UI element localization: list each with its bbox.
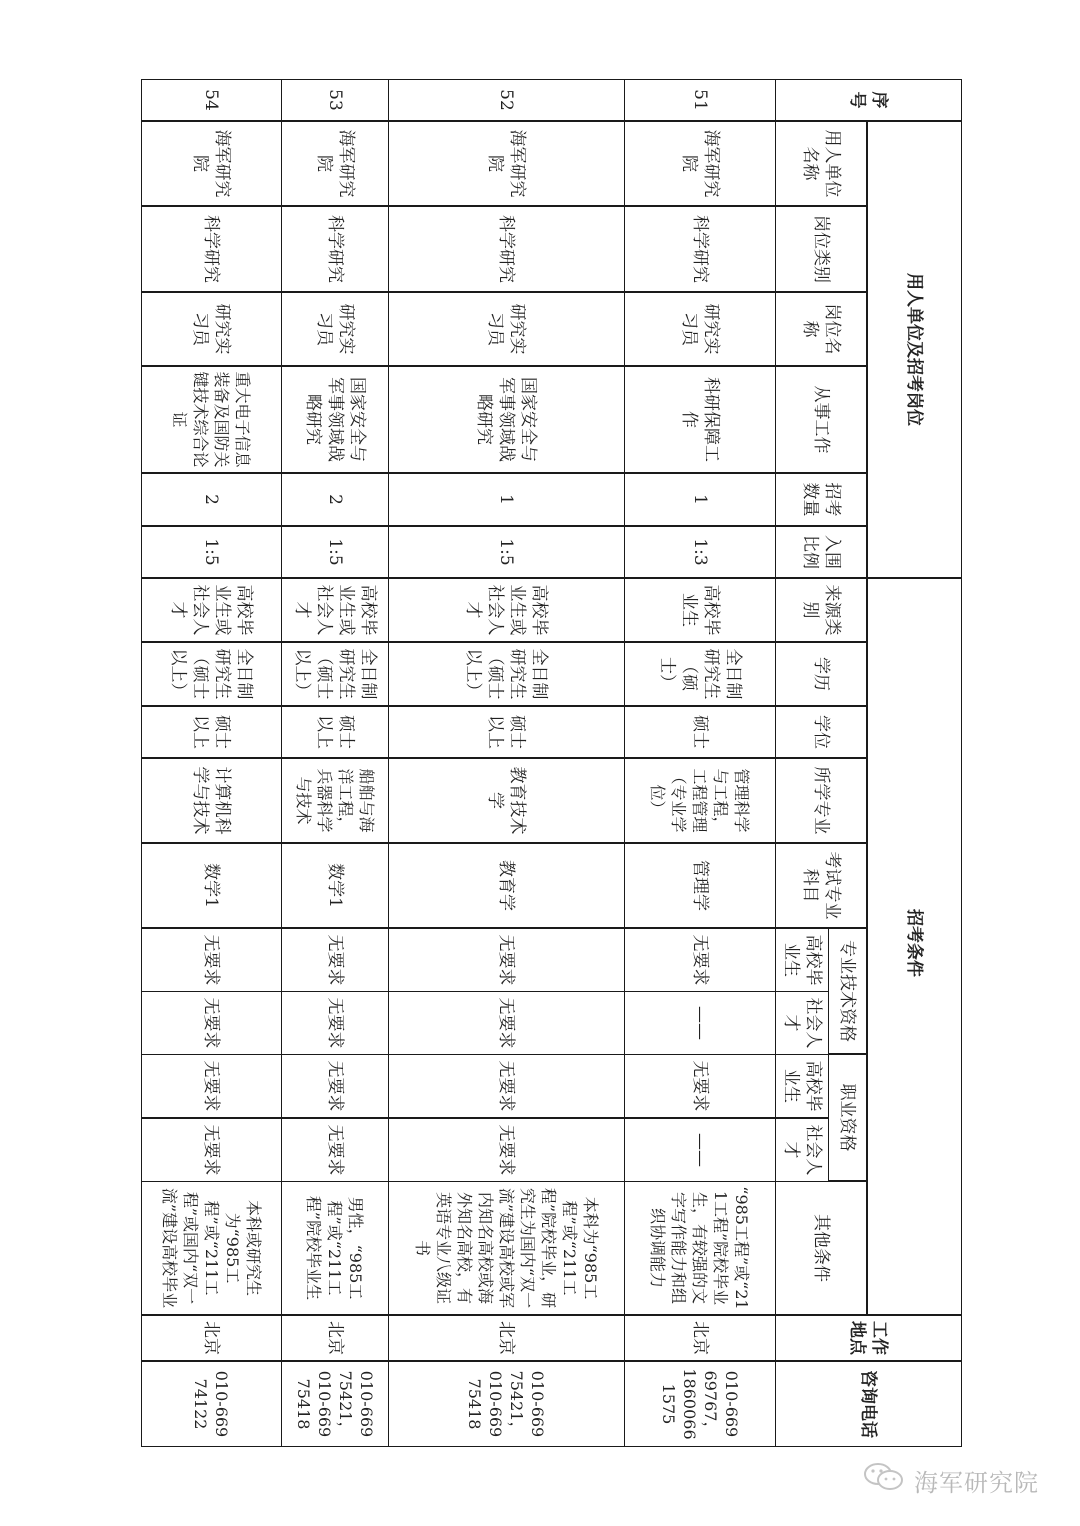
cell-prof-social: 无要求 xyxy=(141,1118,282,1182)
cell-prof-graduate: 无要求 xyxy=(624,1054,776,1118)
cell-exam-subject: 教育学 xyxy=(388,843,625,928)
cell-education: 全日制研究生（硕士以上） xyxy=(388,642,625,706)
subheader-degree: 学位 xyxy=(775,706,867,758)
cell-seq: 54 xyxy=(141,79,282,121)
cell-quota: 2 xyxy=(141,473,282,526)
cell-degree: 硕士以上 xyxy=(388,706,625,758)
cell-tech-social: 无要求 xyxy=(388,991,625,1055)
watermark xyxy=(862,1462,1039,1498)
rotated-sheet xyxy=(141,79,962,1447)
cell-work: 国家安全与军事领域战略研究 xyxy=(388,366,625,473)
cell-source: 高校毕业生或社会人才 xyxy=(281,578,389,642)
cell-seq: 52 xyxy=(388,79,625,121)
cell-exam-subject: 数学1 xyxy=(141,843,282,928)
cell-post-category: 科学研究 xyxy=(624,206,776,292)
cell-post-category: 科学研究 xyxy=(281,206,389,292)
header-seq: 序号 xyxy=(775,79,962,121)
cell-degree: 硕士 xyxy=(624,706,776,758)
cell-other: 本科为“985工程”或“211工程”院校毕业，研究生为国内“双一流”建设高校或军内知名高校或海外知名高校，有英语专业八级证书 xyxy=(388,1181,625,1315)
cell-exam-subject: 管理学 xyxy=(624,843,776,928)
cell-unit-name: 海军研究院 xyxy=(624,121,776,206)
cell-quota: 1 xyxy=(388,473,625,526)
cell-phone: 010-66975421，010-66975418 xyxy=(281,1361,389,1447)
cell-work: 国家安全与军事领域战略研究 xyxy=(281,366,389,473)
cell-degree: 硕士以上 xyxy=(281,706,389,758)
subheader-tech-social: 社会人才 xyxy=(775,991,829,1055)
header-conditions: 招考条件 xyxy=(867,578,962,1315)
cell-exam-subject: 数学1 xyxy=(281,843,389,928)
cell-education: 全日制研究生（硕士以上） xyxy=(141,642,282,706)
subheader-tech-qual: 专业技术资格 xyxy=(827,928,867,1054)
cell-prof-graduate: 无要求 xyxy=(141,1054,282,1118)
cell-tech-graduate: 无要求 xyxy=(281,928,389,992)
recruitment-table xyxy=(141,79,962,1447)
subheader-tech-graduate: 高校毕业生 xyxy=(775,928,829,992)
cell-other: 男性，“985工程”或“211工程”院校毕业生 xyxy=(281,1181,389,1315)
subheader-quota: 招考数量 xyxy=(775,473,867,526)
subheader-exam-subject: 考试专业科目 xyxy=(775,843,867,928)
cell-location: 北京 xyxy=(281,1315,389,1361)
cell-tech-social: 无要求 xyxy=(281,991,389,1055)
cell-prof-graduate: 无要求 xyxy=(281,1054,389,1118)
header-location: 工作地点 xyxy=(775,1315,962,1361)
cell-tech-graduate: 无要求 xyxy=(624,928,776,992)
subheader-unit-name: 用人单位名称 xyxy=(775,121,867,206)
cell-post-name: 研究实习员 xyxy=(281,292,389,366)
cell-location: 北京 xyxy=(624,1315,776,1361)
cell-source: 高校毕业生或社会人才 xyxy=(388,578,625,642)
watermark-text: 海军研究院 xyxy=(914,1468,1039,1497)
cell-ratio: 1:5 xyxy=(281,526,389,578)
subheader-post-name: 岗位名称 xyxy=(775,292,867,366)
cell-other: “985工程”或“211工程”院校毕业生，有较强的文字写作能力和组织协调能力 xyxy=(624,1181,776,1315)
cell-post-name: 研究实习员 xyxy=(624,292,776,366)
cell-location: 北京 xyxy=(388,1315,625,1361)
cell-tech-graduate: 无要求 xyxy=(141,928,282,992)
cell-education: 全日制研究生（硕士） xyxy=(624,642,776,706)
cell-location: 北京 xyxy=(141,1315,282,1361)
cell-work: 科研保障工作 xyxy=(624,366,776,473)
subheader-work: 从事工作 xyxy=(775,366,867,473)
cell-quota: 2 xyxy=(281,473,389,526)
cell-major: 计算机科学与技术 xyxy=(141,758,282,843)
cell-education: 全日制研究生（硕士以上） xyxy=(281,642,389,706)
cell-major: 管理科学与工程，工程管理（专业学位） xyxy=(624,758,776,843)
cell-seq: 51 xyxy=(624,79,776,121)
cell-ratio: 1:3 xyxy=(624,526,776,578)
cell-prof-social: —— xyxy=(624,1118,776,1182)
subheader-prof-graduate: 高校毕业生 xyxy=(775,1054,829,1118)
cell-post-category: 科学研究 xyxy=(141,206,282,292)
subheader-ratio: 入围比例 xyxy=(775,526,867,578)
subheader-source: 来源类别 xyxy=(775,578,867,642)
cell-prof-graduate: 无要求 xyxy=(388,1054,625,1118)
cell-prof-social: 无要求 xyxy=(281,1118,389,1182)
cell-quota: 1 xyxy=(624,473,776,526)
cell-source: 高校毕业生或社会人才 xyxy=(141,578,282,642)
subheader-education: 学历 xyxy=(775,642,867,706)
cell-post-name: 研究实习员 xyxy=(141,292,282,366)
cell-post-category: 科学研究 xyxy=(388,206,625,292)
cell-unit-name: 海军研究院 xyxy=(388,121,625,206)
cell-source: 高校毕业生 xyxy=(624,578,776,642)
subheader-prof-social: 社会人才 xyxy=(775,1118,829,1182)
cell-unit-name: 海军研究院 xyxy=(281,121,389,206)
cell-ratio: 1:5 xyxy=(388,526,625,578)
subheader-post-category: 岗位类别 xyxy=(775,206,867,292)
subheader-other: 其他条件 xyxy=(775,1181,867,1315)
cell-ratio: 1:5 xyxy=(141,526,282,578)
cell-post-name: 研究实习员 xyxy=(388,292,625,366)
cell-unit-name: 海军研究院 xyxy=(141,121,282,206)
cell-phone: 010-66975421，010-66975418 xyxy=(388,1361,625,1447)
subheader-prof-qual: 职业资格 xyxy=(827,1054,867,1181)
cell-phone: 010-66974122 xyxy=(141,1361,282,1447)
cell-seq: 53 xyxy=(281,79,389,121)
cell-phone: 010-66969767，18600661575 xyxy=(624,1361,776,1447)
wechat-icon xyxy=(862,1461,914,1499)
cell-major: 教育技术学 xyxy=(388,758,625,843)
cell-degree: 硕士以上 xyxy=(141,706,282,758)
cell-tech-social: —— xyxy=(624,991,776,1055)
cell-tech-social: 无要求 xyxy=(141,991,282,1055)
cell-work: 重大电子信息装备及国防关键技术综合论证 xyxy=(141,366,282,473)
cell-tech-graduate: 无要求 xyxy=(388,928,625,992)
cell-major: 船舶与海洋工程，兵器科学与技术 xyxy=(281,758,389,843)
header-phone: 咨询电话 xyxy=(775,1361,962,1447)
cell-other: 本科或研究生为“985工程”或“211工程”或国内“双一流”建设高校毕业 xyxy=(141,1181,282,1315)
subheader-major: 所学专业 xyxy=(775,758,867,843)
header-unit-and-post: 用人单位及招考岗位 xyxy=(867,121,962,578)
cell-prof-social: 无要求 xyxy=(388,1118,625,1182)
